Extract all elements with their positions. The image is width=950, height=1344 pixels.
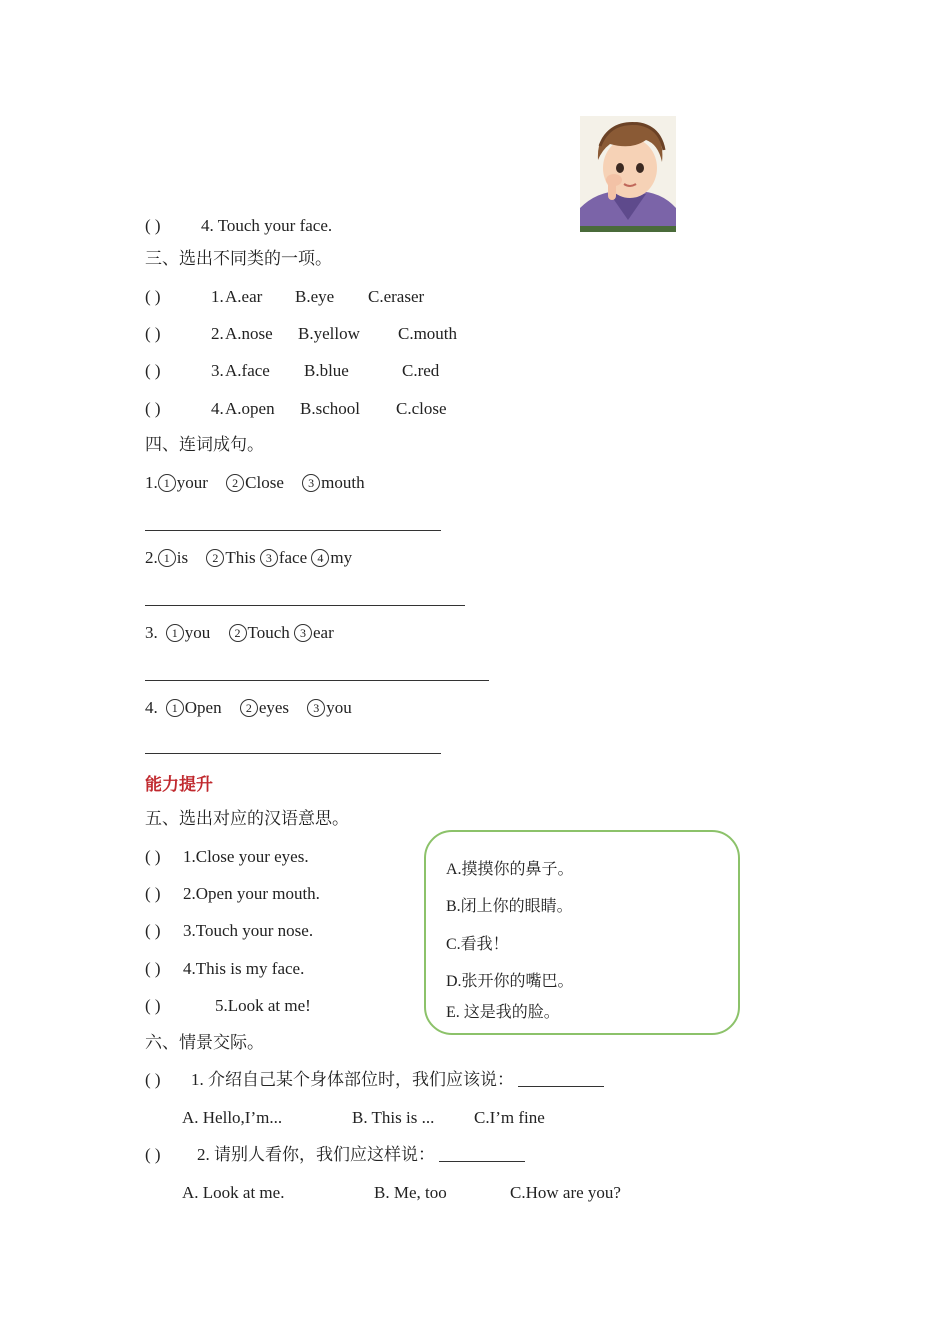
- answer-line[interactable]: [145, 605, 465, 606]
- item-number: 1.: [145, 473, 158, 492]
- word-order-item: [145, 621, 334, 645]
- item-number: 2.: [145, 548, 158, 567]
- answer-line[interactable]: [145, 680, 489, 681]
- option-a: A.ear: [225, 287, 263, 306]
- word: my: [330, 548, 353, 567]
- question-text: 1. 介绍自己某个身体部位时，我们应该说：: [191, 1070, 514, 1089]
- answer-paren[interactable]: ( ): [145, 287, 161, 306]
- item-number: 1.: [211, 287, 224, 306]
- answer-paren[interactable]: ( ): [145, 361, 161, 380]
- circled-number: 4: [311, 549, 329, 567]
- section-title: 五、选出对应的汉语意思。: [145, 809, 349, 828]
- word: This: [225, 548, 256, 567]
- circled-number: 2: [229, 624, 247, 642]
- question-text: 2. 请别人看你，我们应这样说：: [197, 1145, 435, 1164]
- option-a: A. Look at me.: [182, 1183, 285, 1202]
- word: Close: [245, 473, 284, 492]
- boy-illustration: [580, 116, 676, 232]
- section-heading-ability: 能力提升: [145, 775, 213, 795]
- match-item: [145, 994, 311, 1018]
- word: ear: [313, 623, 334, 642]
- word: your: [176, 473, 208, 492]
- option-c: C.mouth: [398, 324, 458, 343]
- match-item: [145, 919, 313, 943]
- answer-paren[interactable]: ( ): [145, 1070, 161, 1089]
- option-c: C.How are you?: [510, 1183, 621, 1202]
- option-a: A.nose: [225, 324, 273, 343]
- circled-number: 3: [302, 474, 320, 492]
- word: face: [278, 548, 308, 567]
- option-item: A.摸摸你的鼻子。: [446, 861, 574, 878]
- choice-row: [145, 359, 440, 383]
- match-text: 2.Open your mouth.: [183, 884, 320, 903]
- option-c: C.red: [402, 361, 440, 380]
- match-text: 4.This is my face.: [183, 959, 305, 978]
- answer-line[interactable]: [145, 753, 441, 754]
- answer-blank[interactable]: [439, 1147, 525, 1162]
- section-title: 三、选出不同类的一项。: [145, 249, 332, 268]
- match-item: [145, 957, 304, 981]
- option-b: B. Me, too: [374, 1183, 447, 1202]
- option-a: A. Hello,I’m...: [182, 1108, 283, 1127]
- section-title: 六、情景交际。: [145, 1033, 264, 1052]
- section-title: 四、连词成句。: [145, 435, 264, 454]
- q-item: [145, 214, 332, 238]
- option-item: C.看我！: [446, 936, 509, 953]
- word: eyes: [258, 698, 290, 717]
- choice-row: [145, 285, 425, 309]
- item-number: 3.: [145, 623, 158, 642]
- circled-number: 1: [166, 699, 184, 717]
- option-a: A.face: [225, 361, 270, 380]
- option-b: B. This is ...: [352, 1108, 435, 1127]
- answer-paren[interactable]: ( ): [145, 921, 161, 940]
- option-b: B.eye: [295, 287, 335, 306]
- option-item: D.张开你的嘴巴。: [446, 973, 574, 990]
- option-c: C.eraser: [368, 287, 425, 306]
- choice-row: [145, 322, 458, 346]
- word-order-item: [145, 546, 352, 570]
- option-b: B.school: [300, 399, 360, 418]
- option-item: E. 这是我的脸。: [446, 1004, 560, 1021]
- answer-paren[interactable]: ( ): [145, 399, 161, 418]
- word: you: [326, 698, 352, 717]
- circled-number: 1: [158, 474, 176, 492]
- item-number: 3.: [211, 361, 224, 380]
- item-number: 4.: [145, 698, 158, 717]
- answer-blank[interactable]: [518, 1072, 604, 1087]
- option-b: B.blue: [304, 361, 349, 380]
- option-a: A.open: [225, 399, 275, 418]
- situation-question: [145, 1068, 604, 1092]
- circled-number: 3: [260, 549, 278, 567]
- circled-number: 3: [294, 624, 312, 642]
- answer-paren[interactable]: ( ): [145, 847, 161, 866]
- word-order-item: [145, 696, 352, 720]
- answer-paren[interactable]: ( ): [145, 1145, 161, 1164]
- match-text: 5.Look at me!: [215, 996, 311, 1015]
- item-number: 2.: [211, 324, 224, 343]
- word: you: [184, 623, 211, 642]
- options-box: [424, 830, 740, 1035]
- word-order-item: [145, 471, 365, 495]
- option-c: C.close: [396, 399, 447, 418]
- word: is: [176, 548, 189, 567]
- word: Touch: [247, 623, 290, 642]
- word: mouth: [321, 473, 365, 492]
- item-number: 4.: [211, 399, 224, 418]
- option-b: B.yellow: [298, 324, 360, 343]
- word: Open: [184, 698, 222, 717]
- circled-number: 2: [226, 474, 244, 492]
- match-text: 3.Touch your nose.: [183, 921, 314, 940]
- q-text: 4. Touch your face.: [201, 216, 333, 235]
- circled-number: 1: [166, 624, 184, 642]
- answer-paren[interactable]: ( ): [145, 216, 161, 235]
- answer-line[interactable]: [145, 530, 441, 531]
- match-item: [145, 845, 309, 869]
- choice-row: [145, 397, 447, 421]
- answer-paren[interactable]: ( ): [145, 884, 161, 903]
- circled-number: 2: [240, 699, 258, 717]
- circled-number: 1: [158, 549, 176, 567]
- circled-number: 2: [206, 549, 224, 567]
- answer-paren: ( ): [145, 996, 161, 1015]
- match-item: [145, 882, 320, 906]
- option-c: C.I’m fine: [474, 1108, 545, 1127]
- match-text: 1.Close your eyes.: [183, 847, 309, 866]
- answer-paren[interactable]: ( ): [145, 959, 161, 978]
- option-item: B.闭上你的眼睛。: [446, 898, 573, 915]
- answer-paren[interactable]: ( ): [145, 324, 161, 343]
- situation-question: [145, 1143, 525, 1167]
- circled-number: 3: [307, 699, 325, 717]
